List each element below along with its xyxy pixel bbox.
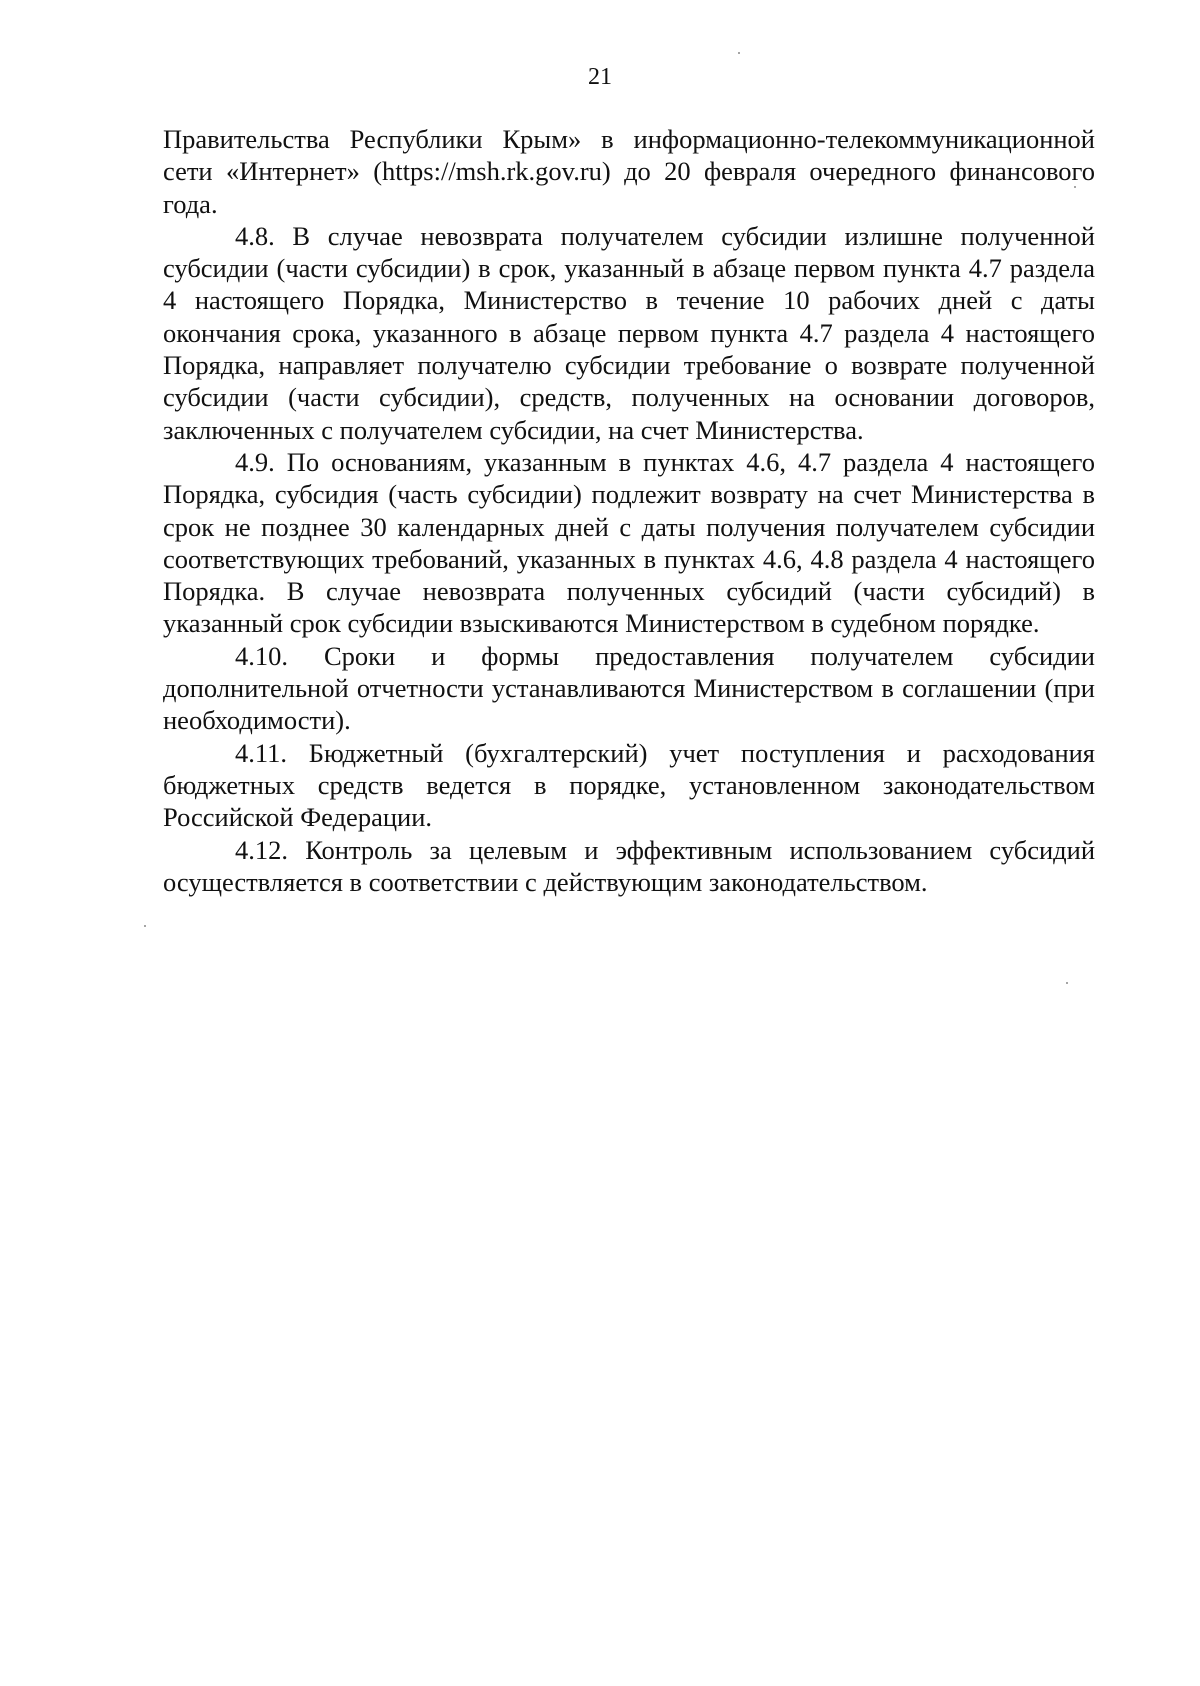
scan-speck bbox=[144, 925, 146, 927]
paragraph-4-8: 4.8. В случае невозврата получателем субсидии излишне полученной субсидии (части субсидии) в срок, указанный в абзаце первом пункта 4.7 раздела 4 настоящего Порядка, Министерство в течение 10 рабочих дней с даты окончания срока, указанного в абзаце первом пункта 4.7 раздела 4 настоящего Порядка, направляет получателю субсидии требование о возврате полученной субсидии (части субсидии), средств, полученных на основании договоров, заключенных с получателем субсидии, на счет Министерства. bbox=[163, 220, 1095, 445]
paragraph-continuation: Правительства Республики Крым» в информационно-телекоммуникационной сети «Интернет» (https://msh.rk.gov.ru) до 20 февраля очередного финансового года. bbox=[163, 124, 1095, 219]
paragraph-4-11: 4.11. Бюджетный (бухгалтерский) учет поступления и расходования бюджетных средств ведется в порядке, установленном законодательством Российской Федерации. bbox=[163, 737, 1095, 833]
paragraph-4-9: 4.9. По основаниям, указанным в пунктах 4.6, 4.7 раздела 4 настоящего Порядка, субсидия (часть субсидии) подлежит возврату на счет Министерства в срок не позднее 30 календарных дней с даты получения получателем субсидии соответствующих требований, указанных в пунктах 4.6, 4.8 раздела 4 настоящего Порядка. В случае невозврата полученных субсидий (части субсидий) в указанный срок субсидии взыскиваются Министерством в судебном порядке. bbox=[163, 446, 1095, 639]
scan-speck bbox=[1066, 982, 1068, 984]
scan-speck bbox=[738, 52, 740, 54]
paragraph-4-10: 4.10. Сроки и формы предоставления получателем субсидии дополнительной отчетности устанавливаются Министерством в соглашении (при необходимости). bbox=[163, 640, 1095, 736]
scan-speck bbox=[1074, 186, 1076, 188]
page-number: 21 bbox=[588, 64, 612, 90]
paragraph-4-12: 4.12. Контроль за целевым и эффективным использованием субсидий осуществляется в соответствии с действующим законодательством. bbox=[163, 834, 1095, 897]
document-body bbox=[163, 123, 1095, 898]
